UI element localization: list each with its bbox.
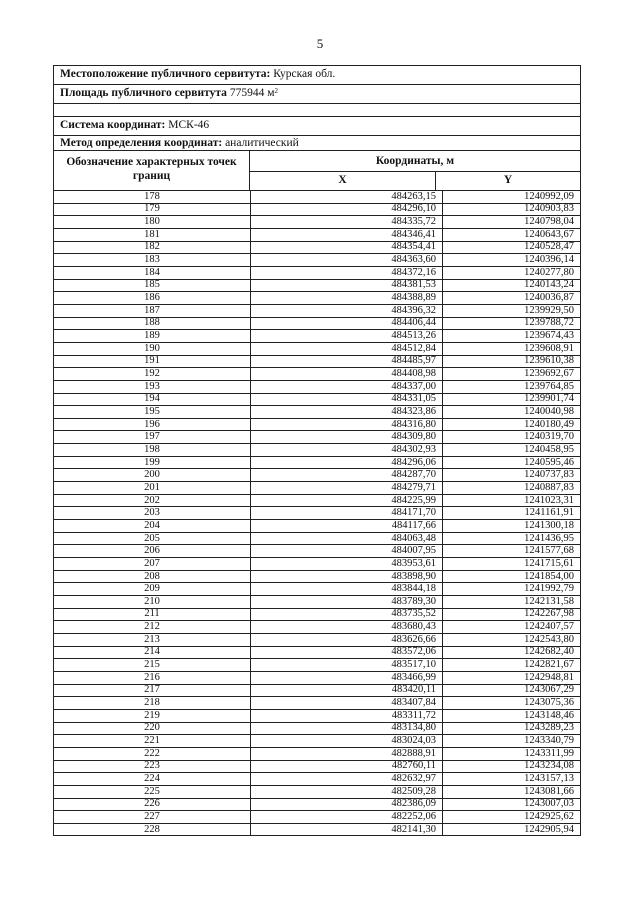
- point-id-cell: 213: [54, 633, 251, 646]
- point-id-cell: 225: [54, 785, 251, 798]
- x-coordinate-cell: 483680,43: [251, 621, 443, 634]
- point-id-cell: 193: [54, 380, 251, 393]
- table-row: [54, 570, 580, 583]
- x-coordinate-cell: 484363,60: [251, 254, 443, 267]
- x-coordinate-cell: 484381,53: [251, 279, 443, 292]
- table-row: [54, 380, 580, 393]
- x-coordinate-cell: 482252,06: [251, 811, 443, 824]
- y-coordinate-cell: 1241023,31: [443, 494, 581, 507]
- point-id-cell: 207: [54, 558, 251, 571]
- point-id-cell: 195: [54, 406, 251, 419]
- x-coordinate-cell: 482141,30: [251, 823, 443, 835]
- point-id-cell: 208: [54, 570, 251, 583]
- page-number: 5: [316, 36, 324, 51]
- point-id-cell: 198: [54, 444, 251, 457]
- table-row: [54, 342, 580, 355]
- table-row: [54, 444, 580, 457]
- y-coordinate-cell: 1242267,98: [443, 608, 581, 621]
- table-row: [54, 811, 580, 824]
- x-coordinate-cell: 484007,95: [251, 545, 443, 558]
- point-id-cell: 212: [54, 621, 251, 634]
- y-coordinate-cell: 1242543,80: [443, 633, 581, 646]
- y-coordinate-cell: 1240737,83: [443, 469, 581, 482]
- table-row: [54, 621, 580, 634]
- y-coordinate-cell: 1239608,91: [443, 342, 581, 355]
- method-row: [54, 136, 580, 151]
- point-id-cell: 189: [54, 330, 251, 343]
- area-label: Площадь публичного сервитута: [60, 87, 227, 99]
- x-coordinate-cell: 484406,44: [251, 317, 443, 330]
- table-row: [54, 684, 580, 697]
- x-coordinate-cell: 482632,97: [251, 773, 443, 786]
- x-coordinate-cell: 484323,86: [251, 406, 443, 419]
- y-coordinate-cell: 1241300,18: [443, 520, 581, 533]
- table-row: [54, 368, 580, 381]
- x-coordinate-cell: 484346,41: [251, 228, 443, 241]
- table-row: [54, 355, 580, 368]
- table-row: [54, 735, 580, 748]
- table-row: [54, 203, 580, 216]
- point-id-cell: 197: [54, 431, 251, 444]
- table-row: [54, 709, 580, 722]
- y-coordinate-cell: 1242925,62: [443, 811, 581, 824]
- x-coordinate-cell: 483420,11: [251, 684, 443, 697]
- y-coordinate-cell: 1243007,03: [443, 798, 581, 811]
- table-row: [54, 760, 580, 773]
- table-row: [54, 469, 580, 482]
- y-coordinate-cell: 1241161,91: [443, 507, 581, 520]
- y-coordinate-cell: 1240180,49: [443, 418, 581, 431]
- point-id-cell: 194: [54, 393, 251, 406]
- x-coordinate-cell: 483953,61: [251, 558, 443, 571]
- table-row: [54, 633, 580, 646]
- table-row: [54, 798, 580, 811]
- y-coordinate-cell: 1243075,36: [443, 697, 581, 710]
- table-row: [54, 431, 580, 444]
- location-row: [54, 66, 580, 85]
- y-coordinate-cell: 1241436,95: [443, 532, 581, 545]
- y-coordinate-cell: 1243311,99: [443, 747, 581, 760]
- x-coordinate-cell: 484296,06: [251, 456, 443, 469]
- y-coordinate-cell: 1243148,46: [443, 709, 581, 722]
- y-coordinate-cell: 1240992,09: [443, 191, 581, 203]
- point-id-cell: 190: [54, 342, 251, 355]
- x-coordinate-cell: 484372,16: [251, 266, 443, 279]
- crs-row: [54, 117, 580, 136]
- point-id-cell: 181: [54, 228, 251, 241]
- y-coordinate-cell: 1242905,94: [524, 823, 574, 835]
- point-id-cell: 187: [54, 304, 251, 317]
- y-coordinate-cell: 1241715,61: [443, 558, 581, 571]
- table-row: [54, 520, 580, 533]
- location-value: Курская обл.: [273, 68, 336, 80]
- x-coordinate-cell: 484117,66: [251, 520, 443, 533]
- x-coordinate-cell: 483466,99: [251, 671, 443, 684]
- table-row: [54, 330, 580, 343]
- point-id-cell: 219: [54, 709, 251, 722]
- table-row: [54, 482, 580, 495]
- table-row: [54, 558, 580, 571]
- point-id-cell: 188: [54, 317, 251, 330]
- location-label: Местоположение публичного сервитута:: [60, 68, 271, 80]
- y-coordinate-cell: 1241992,79: [443, 583, 581, 596]
- x-coordinate-cell: 482760,11: [251, 760, 443, 773]
- point-id-cell: 203: [54, 507, 251, 520]
- coordinates-table: [54, 191, 580, 835]
- x-coordinate-cell: 483572,06: [251, 646, 443, 659]
- table-row: [54, 191, 580, 203]
- x-coordinate-cell: 483735,52: [251, 608, 443, 621]
- crs-label: Система координат:: [60, 119, 166, 131]
- x-coordinate-cell: 484513,26: [251, 330, 443, 343]
- column-header-y: Y: [503, 174, 513, 186]
- x-coordinate-cell: 484485,97: [251, 355, 443, 368]
- point-id-cell: 227: [54, 811, 251, 824]
- x-coordinate-cell: 484335,72: [251, 216, 443, 229]
- y-coordinate-cell: 1243234,08: [443, 760, 581, 773]
- x-coordinate-cell: 484408,98: [251, 368, 443, 381]
- point-id-cell: 215: [54, 659, 251, 672]
- point-id-cell: 192: [54, 368, 251, 381]
- y-coordinate-cell: 1240396,14: [443, 254, 581, 267]
- table-row: [54, 494, 580, 507]
- table-header: [54, 151, 580, 191]
- area-unit: м: [267, 87, 275, 99]
- column-header-point: Обозначение характерных точек границ: [54, 151, 250, 190]
- y-coordinate-cell: 1240643,67: [443, 228, 581, 241]
- x-coordinate-cell: 484287,70: [251, 469, 443, 482]
- x-coordinate-cell: 482888,91: [251, 747, 443, 760]
- point-id-cell: 216: [54, 671, 251, 684]
- y-coordinate-cell: 1239610,38: [443, 355, 581, 368]
- x-coordinate-cell: 484354,41: [251, 241, 443, 254]
- axes-header: [250, 172, 580, 190]
- table-row: [54, 646, 580, 659]
- x-coordinate-cell: 483024,03: [251, 735, 443, 748]
- table-row: [54, 823, 580, 835]
- x-coordinate-cell: 482509,28: [251, 785, 443, 798]
- table-row: [54, 532, 580, 545]
- table-row: [54, 406, 580, 419]
- method-value: аналитический: [225, 137, 299, 149]
- x-coordinate-cell: 484063,48: [251, 532, 443, 545]
- x-coordinate-cell: 482386,09: [251, 798, 443, 811]
- x-coordinate-cell: 483134,80: [251, 722, 443, 735]
- table-row: [54, 583, 580, 596]
- table-row: [54, 773, 580, 786]
- table-row: [54, 393, 580, 406]
- y-coordinate-cell: 1242682,40: [443, 646, 581, 659]
- point-id-cell: 211: [54, 608, 251, 621]
- blank-row: [54, 104, 580, 117]
- x-coordinate-cell: 484171,70: [251, 507, 443, 520]
- y-coordinate-cell: 1239929,50: [443, 304, 581, 317]
- x-coordinate-cell: 484263,15: [251, 191, 443, 203]
- y-coordinate-cell: 1243157,13: [443, 773, 581, 786]
- point-id-cell: 182: [54, 241, 251, 254]
- y-coordinate-cell: 1240887,83: [443, 482, 581, 495]
- table-row: [54, 317, 580, 330]
- table-row: [54, 266, 580, 279]
- table-row: [54, 216, 580, 229]
- column-header-coords: Координаты, м: [250, 151, 580, 172]
- point-id-cell: 206: [54, 545, 251, 558]
- y-coordinate-cell: 1240143,24: [443, 279, 581, 292]
- y-coordinate-cell: 1243340,79: [443, 735, 581, 748]
- point-id-cell: 179: [54, 203, 251, 216]
- table-row: [54, 545, 580, 558]
- y-coordinate-cell: 1242407,57: [443, 621, 581, 634]
- x-coordinate-cell: 484225,99: [251, 494, 443, 507]
- point-id-cell: 205: [54, 532, 251, 545]
- point-id-cell: 221: [54, 735, 251, 748]
- point-id-cell: 210: [54, 596, 251, 609]
- table-row: [54, 241, 580, 254]
- x-coordinate-cell: 484331,05: [251, 393, 443, 406]
- point-id-cell: 199: [54, 456, 251, 469]
- x-coordinate-cell: 484388,89: [251, 292, 443, 305]
- area-row: [54, 85, 580, 104]
- y-coordinate-cell: 1241854,00: [443, 570, 581, 583]
- table-row: [54, 785, 580, 798]
- x-coordinate-cell: 484309,80: [251, 431, 443, 444]
- y-coordinate-cell: 1242948,81: [443, 671, 581, 684]
- point-id-cell: 186: [54, 292, 251, 305]
- y-coordinate-cell: 1240798,04: [443, 216, 581, 229]
- y-coordinate-cell: 1242821,67: [443, 659, 581, 672]
- point-id-cell: 184: [54, 266, 251, 279]
- point-id-cell: 202: [54, 494, 251, 507]
- y-coordinate-cell: 1243067,29: [443, 684, 581, 697]
- point-id-cell: 196: [54, 418, 251, 431]
- y-coordinate-cell: 1240277,80: [443, 266, 581, 279]
- table-row: [54, 507, 580, 520]
- point-id-cell: 222: [54, 747, 251, 760]
- table-row: [54, 671, 580, 684]
- table-row: [54, 456, 580, 469]
- x-coordinate-cell: 484279,71: [251, 482, 443, 495]
- point-id-cell: 185: [54, 279, 251, 292]
- point-id-cell: 217: [54, 684, 251, 697]
- area-value: 775944: [229, 87, 265, 99]
- y-coordinate-cell: 1239764,85: [443, 380, 581, 393]
- crs-value: МСК-46: [168, 119, 210, 131]
- column-header-x: X: [250, 172, 436, 190]
- point-id-cell: 191: [54, 355, 251, 368]
- point-id-cell: 200: [54, 469, 251, 482]
- y-coordinate-cell: 1240319,70: [443, 431, 581, 444]
- y-coordinate-cell: 1240036,87: [443, 292, 581, 305]
- table-row: [54, 228, 580, 241]
- table-row: [54, 697, 580, 710]
- table-row: [54, 659, 580, 672]
- x-coordinate-cell: 484302,93: [251, 444, 443, 457]
- point-id-cell: 183: [54, 254, 251, 267]
- point-id-cell: 204: [54, 520, 251, 533]
- y-coordinate-cell: 1242131,58: [443, 596, 581, 609]
- point-id-cell: 228: [54, 823, 251, 835]
- y-coordinate-cell: 1240903,83: [443, 203, 581, 216]
- x-coordinate-cell: 484337,00: [251, 380, 443, 393]
- x-coordinate-cell: 484316,80: [251, 418, 443, 431]
- y-coordinate-cell: 1239901,74: [443, 393, 581, 406]
- servitude-coordinates-table: [53, 65, 581, 836]
- table-row: [54, 747, 580, 760]
- y-coordinate-cell: 1240528,47: [443, 241, 581, 254]
- point-id-cell: 218: [54, 697, 251, 710]
- y-coordinate-cell: 1239692,67: [443, 368, 581, 381]
- y-coordinate-cell: 1240458,95: [443, 444, 581, 457]
- table-row: [54, 279, 580, 292]
- area-unit-sup: 2: [274, 87, 278, 95]
- x-coordinate-cell: 483626,66: [251, 633, 443, 646]
- y-coordinate-cell: 1240040,98: [443, 406, 581, 419]
- table-row: [54, 608, 580, 621]
- table-row: [54, 722, 580, 735]
- x-coordinate-cell: 484512,84: [251, 342, 443, 355]
- y-coordinate-cell: 1239674,43: [443, 330, 581, 343]
- x-coordinate-cell: 483789,30: [251, 596, 443, 609]
- point-id-cell: 180: [54, 216, 251, 229]
- x-coordinate-cell: 483517,10: [251, 659, 443, 672]
- y-coordinate-cell: 1239788,72: [443, 317, 581, 330]
- y-coordinate-cell: 1243081,66: [443, 785, 581, 798]
- point-id-cell: 214: [54, 646, 251, 659]
- table-row: [54, 304, 580, 317]
- table-row: [54, 254, 580, 267]
- point-id-cell: 223: [54, 760, 251, 773]
- x-coordinate-cell: 484296,10: [251, 203, 443, 216]
- point-id-cell: 220: [54, 722, 251, 735]
- y-coordinate-cell: 1243289,23: [443, 722, 581, 735]
- y-coordinate-cell: 1241577,68: [443, 545, 581, 558]
- method-label: Метод определения координат:: [60, 137, 223, 149]
- x-coordinate-cell: 483844,18: [251, 583, 443, 596]
- point-id-cell: 201: [54, 482, 251, 495]
- point-id-cell: 224: [54, 773, 251, 786]
- coords-header-group: [250, 151, 580, 190]
- point-id-cell: 209: [54, 583, 251, 596]
- table-row: [54, 418, 580, 431]
- x-coordinate-cell: 484396,32: [251, 304, 443, 317]
- table-row: [54, 292, 580, 305]
- table-row: [54, 596, 580, 609]
- x-coordinate-cell: 483407,84: [251, 697, 443, 710]
- point-id-cell: 178: [54, 191, 251, 203]
- x-coordinate-cell: 483311,72: [251, 709, 443, 722]
- point-id-cell: 226: [54, 798, 251, 811]
- x-coordinate-cell: 483898,90: [251, 570, 443, 583]
- y-coordinate-cell: 1240595,46: [443, 456, 581, 469]
